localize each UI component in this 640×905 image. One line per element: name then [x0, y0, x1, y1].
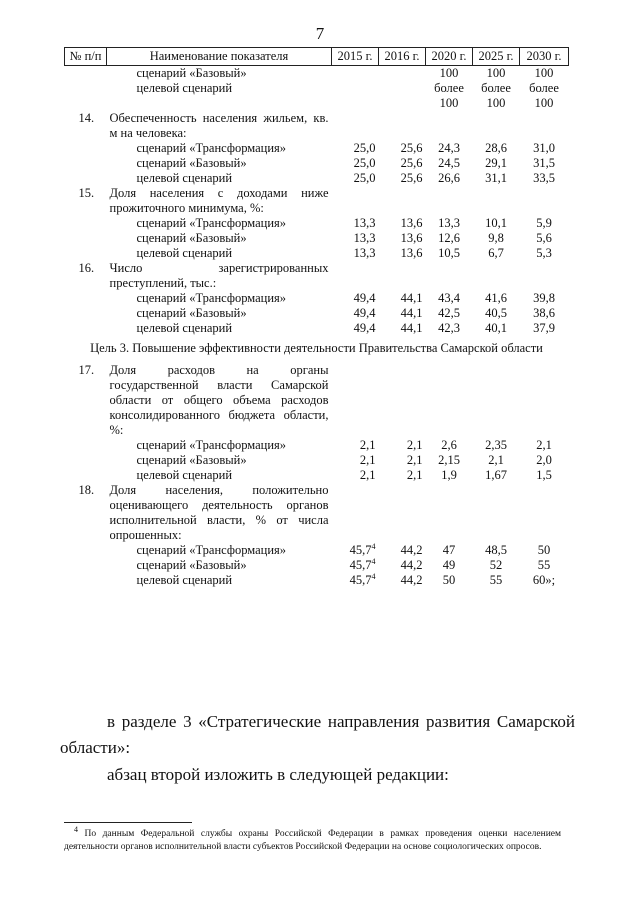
value-text: 2,6: [441, 438, 457, 452]
value-text: 42,5: [438, 306, 460, 320]
page-number: 7: [315, 24, 325, 43]
scenario-row: [65, 453, 569, 468]
value-text: 45,7: [349, 558, 372, 572]
empty-cell: [332, 261, 379, 291]
value-text: 38,6: [533, 306, 555, 320]
value-cell: [426, 246, 473, 261]
value-text: 42,3: [438, 321, 460, 335]
empty-cell: [379, 186, 426, 216]
scenario-row: [65, 156, 569, 171]
value-text: 13,3: [353, 246, 376, 260]
value-cell: [520, 216, 569, 231]
empty-cell: [520, 111, 569, 141]
value-text: 1,67: [485, 468, 507, 482]
empty-cell: [473, 111, 520, 141]
scenario-name: целевой сценарий: [136, 468, 233, 482]
scenario-name: целевой сценарий: [136, 573, 233, 587]
scenario-row: [65, 171, 569, 186]
empty-cell: [65, 321, 107, 336]
value-cell: [379, 573, 426, 588]
value-cell: [332, 306, 379, 321]
scenario-row: [65, 558, 569, 573]
footnote-ref: 4: [371, 571, 376, 581]
value-text: 2,1: [359, 438, 376, 452]
value-text: более 100: [481, 81, 511, 110]
value-cell: [473, 321, 520, 336]
value-text: 31,1: [485, 171, 507, 185]
value-cell: [426, 66, 473, 82]
indicator-number: 18.: [78, 483, 95, 497]
value-cell: [379, 306, 426, 321]
header-2016: 2016 г.: [379, 48, 426, 66]
value-text: 48,5: [485, 543, 507, 557]
indicator-row: [65, 363, 569, 438]
value-text: 26,6: [438, 171, 460, 185]
value-cell: [426, 543, 473, 558]
paragraph-section-3: в разделе 3 «Стратегические направления развития Самарской области»:: [60, 712, 575, 757]
value-cell: [473, 231, 520, 246]
indicator-row: [65, 483, 569, 543]
scenario-row: [65, 231, 569, 246]
value-cell: [332, 321, 379, 336]
value-text: 49: [442, 558, 456, 572]
value-cell: [473, 246, 520, 261]
scenario-row: [65, 291, 569, 306]
value-cell: [332, 66, 379, 82]
value-cell: [520, 141, 569, 156]
value-cell: [520, 453, 569, 468]
value-cell: [520, 246, 569, 261]
scenario-row: [65, 468, 569, 483]
value-cell: [332, 171, 379, 186]
scenario-name: сценарий «Базовый»: [136, 66, 247, 80]
value-cell: [379, 468, 426, 483]
empty-cell: [332, 363, 379, 438]
value-cell: [473, 141, 520, 156]
value-text: 49,4: [353, 306, 376, 320]
indicator-name: Доля населения с доходами ниже прожиточного минимума, %:: [109, 186, 329, 215]
value-text: 25,6: [400, 141, 423, 155]
footnote-text: По данным Федеральной службы охраны Российской Федерации в рамках проведения оценки населением деятельности органов исполнительной власти субъектов Российской Федерации на основе социологических опросов.: [64, 829, 562, 852]
empty-cell: [426, 261, 473, 291]
value-cell: [473, 216, 520, 231]
value-cell: [332, 81, 379, 111]
scenario-row: [65, 246, 569, 261]
value-text: 52: [489, 558, 503, 572]
value-cell: [332, 216, 379, 231]
value-cell: [426, 231, 473, 246]
value-text: 13,6: [400, 216, 423, 230]
value-text: 2,1: [406, 468, 423, 482]
scenario-name: сценарий «Трансформация»: [136, 543, 287, 557]
value-cell: [332, 468, 379, 483]
value-text: 100: [439, 66, 459, 80]
value-text: 5,3: [536, 246, 552, 260]
value-cell: [379, 291, 426, 306]
empty-cell: [379, 363, 426, 438]
value-text: 49,4: [353, 291, 376, 305]
goal-heading: Цель 3. Повышение эффективности деятельности Правительства Самарской области: [90, 341, 543, 355]
value-text: 2,1: [488, 453, 504, 467]
scenario-row: [65, 306, 569, 321]
value-cell: [426, 306, 473, 321]
value-text: 5,6: [536, 231, 552, 245]
value-text: 13,3: [353, 216, 376, 230]
value-text: 2,0: [536, 453, 552, 467]
value-cell: [379, 453, 426, 468]
indicator-row: [65, 186, 569, 216]
value-text: 44,1: [400, 306, 423, 320]
value-cell: [473, 171, 520, 186]
value-text: 49,4: [353, 321, 376, 335]
value-cell: [426, 141, 473, 156]
empty-cell: [65, 246, 107, 261]
scenario-name: целевой сценарий: [136, 321, 233, 335]
value-cell: [426, 171, 473, 186]
value-cell: [332, 438, 379, 453]
indicator-name: Доля расходов на органы государственной власти Самарской области от общего объема расходов консолидированного бюджета области, %:: [109, 363, 329, 437]
header-2015: 2015 г.: [332, 48, 379, 66]
header-2030: 2030 г.: [520, 48, 569, 66]
indicator-name: Число зарегистрированных преступлений, тыс.:: [109, 261, 329, 290]
scenario-row: [65, 438, 569, 453]
value-text: 40,5: [485, 306, 507, 320]
empty-cell: [332, 483, 379, 543]
value-text: 24,5: [438, 156, 460, 170]
value-cell: [332, 558, 379, 573]
indicator-name: Доля населения, положительно оценивающего деятельность органов исполнительной власти, % от числа опрошенных:: [109, 483, 329, 542]
value-text: 44,2: [400, 573, 423, 587]
value-cell: [379, 171, 426, 186]
empty-cell: [65, 216, 107, 231]
value-text: 31,0: [533, 141, 555, 155]
header-no: № п/п: [65, 48, 107, 66]
scenario-name: сценарий «Трансформация»: [136, 291, 287, 305]
value-text: 100: [486, 66, 506, 80]
value-cell: [473, 81, 520, 111]
empty-cell: [65, 573, 107, 588]
scenario-row: [65, 573, 569, 588]
value-text: 10,1: [485, 216, 507, 230]
scenario-row: [65, 66, 569, 82]
value-cell: [426, 453, 473, 468]
value-cell: [473, 438, 520, 453]
value-text: 1,5: [536, 468, 552, 482]
scenario-name: сценарий «Трансформация»: [136, 216, 287, 230]
value-text: 39,8: [533, 291, 555, 305]
value-cell: [520, 291, 569, 306]
value-cell: [332, 291, 379, 306]
value-text: 24,3: [438, 141, 460, 155]
empty-cell: [65, 468, 107, 483]
empty-cell: [520, 261, 569, 291]
value-cell: [473, 291, 520, 306]
scenario-name: сценарий «Базовый»: [136, 306, 247, 320]
empty-cell: [65, 81, 107, 111]
value-cell: [473, 573, 520, 588]
indicator-number: 17.: [78, 363, 95, 377]
value-text: 1,9: [441, 468, 457, 482]
value-cell: [473, 156, 520, 171]
empty-cell: [65, 453, 107, 468]
empty-cell: [65, 141, 107, 156]
value-cell: [520, 231, 569, 246]
value-text: 6,7: [488, 246, 504, 260]
value-cell: [379, 246, 426, 261]
empty-cell: [426, 483, 473, 543]
value-text: 50: [537, 543, 551, 557]
empty-cell: [65, 291, 107, 306]
empty-cell: [473, 186, 520, 216]
value-text: 2,1: [359, 468, 376, 482]
empty-cell: [426, 363, 473, 438]
empty-cell: [65, 171, 107, 186]
value-cell: [426, 216, 473, 231]
table-header-row: [65, 48, 569, 66]
value-text: 13,3: [353, 231, 376, 245]
value-cell: [520, 321, 569, 336]
value-cell: [520, 468, 569, 483]
paragraph-abzac: абзац второй изложить в следующей редакции:: [107, 765, 449, 784]
indicator-number: 15.: [78, 186, 95, 200]
value-text: 60»;: [532, 573, 556, 587]
value-cell: [426, 558, 473, 573]
empty-cell: [520, 483, 569, 543]
value-cell: [473, 306, 520, 321]
empty-cell: [520, 363, 569, 438]
value-cell: [426, 468, 473, 483]
indicator-number: 16.: [78, 261, 95, 275]
value-text: 45,7: [349, 573, 372, 587]
indicators-table: [64, 47, 569, 588]
value-text: более 100: [529, 81, 559, 110]
value-text: 29,1: [485, 156, 507, 170]
empty-cell: [520, 186, 569, 216]
value-text: 2,15: [438, 453, 460, 467]
value-text: 25,0: [353, 156, 376, 170]
value-text: 12,6: [438, 231, 460, 245]
value-text: 5,9: [536, 216, 552, 230]
value-cell: [426, 321, 473, 336]
indicator-row: [65, 261, 569, 291]
scenario-name: сценарий «Трансформация»: [136, 438, 287, 452]
value-text: 25,6: [400, 171, 423, 185]
value-cell: [332, 141, 379, 156]
empty-cell: [379, 483, 426, 543]
value-cell: [332, 156, 379, 171]
value-cell: [520, 438, 569, 453]
value-cell: [473, 468, 520, 483]
empty-cell: [426, 186, 473, 216]
value-cell: [520, 306, 569, 321]
value-text: 55: [537, 558, 551, 572]
scenario-name: сценарий «Базовый»: [136, 453, 247, 467]
value-text: 2,1: [359, 453, 376, 467]
value-cell: [379, 558, 426, 573]
scenario-row: [65, 141, 569, 156]
indicator-number: 14.: [78, 111, 95, 125]
indicator-name: Обеспеченность населения жильем, кв. м на человека:: [109, 111, 329, 140]
value-text: 45,7: [349, 543, 372, 557]
value-text: 44,2: [400, 543, 423, 557]
empty-cell: [65, 66, 107, 82]
value-cell: [332, 453, 379, 468]
value-text: 100: [534, 66, 554, 80]
header-2020: 2020 г.: [426, 48, 473, 66]
value-cell: [520, 81, 569, 111]
empty-cell: [473, 483, 520, 543]
value-text: 33,5: [533, 171, 555, 185]
value-cell: [332, 231, 379, 246]
empty-cell: [426, 111, 473, 141]
indicator-row: [65, 111, 569, 141]
value-cell: [520, 171, 569, 186]
value-cell: [332, 246, 379, 261]
footnote-mark: 4: [74, 824, 78, 834]
footnote-separator: [64, 822, 192, 823]
value-cell: [520, 156, 569, 171]
value-cell: [332, 543, 379, 558]
goal-row: [65, 336, 569, 363]
value-text: 13,6: [400, 231, 423, 245]
value-cell: [379, 438, 426, 453]
empty-cell: [65, 543, 107, 558]
empty-cell: [473, 261, 520, 291]
scenario-name: целевой сценарий: [136, 171, 233, 185]
value-text: 25,0: [353, 171, 376, 185]
empty-cell: [65, 438, 107, 453]
value-cell: [426, 573, 473, 588]
empty-cell: [379, 261, 426, 291]
scenario-name: сценарий «Трансформация»: [136, 141, 287, 155]
value-cell: [426, 291, 473, 306]
value-text: 31,5: [533, 156, 555, 170]
value-cell: [332, 573, 379, 588]
value-text: 44,1: [400, 291, 423, 305]
value-cell: [473, 543, 520, 558]
value-cell: [379, 156, 426, 171]
value-cell: [520, 543, 569, 558]
value-text: 2,1: [406, 438, 423, 452]
empty-cell: [65, 231, 107, 246]
value-text: 41,6: [485, 291, 507, 305]
footnote-ref: 4: [371, 556, 376, 566]
value-cell: [379, 141, 426, 156]
value-cell: [426, 81, 473, 111]
header-2025: 2025 г.: [473, 48, 520, 66]
value-text: 50: [442, 573, 456, 587]
value-cell: [520, 573, 569, 588]
empty-cell: [65, 156, 107, 171]
empty-cell: [473, 363, 520, 438]
value-text: 13,3: [438, 216, 460, 230]
scenario-name: сценарий «Базовый»: [136, 156, 247, 170]
value-text: 2,35: [485, 438, 507, 452]
value-cell: [520, 66, 569, 82]
value-cell: [520, 558, 569, 573]
scenario-name: сценарий «Базовый»: [136, 558, 247, 572]
value-text: 9,8: [488, 231, 504, 245]
footnote: [64, 824, 562, 854]
empty-cell: [332, 186, 379, 216]
value-text: 47: [442, 543, 456, 557]
empty-cell: [332, 111, 379, 141]
value-text: 25,6: [400, 156, 423, 170]
value-text: 28,6: [485, 141, 507, 155]
value-cell: [379, 81, 426, 111]
value-cell: [379, 321, 426, 336]
value-cell: [379, 66, 426, 82]
scenario-row: [65, 321, 569, 336]
value-text: 44,1: [400, 321, 423, 335]
value-text: 2,1: [536, 438, 552, 452]
table-body: [65, 66, 569, 589]
scenario-row: [65, 216, 569, 231]
value-text: 55: [489, 573, 503, 587]
value-text: 40,1: [485, 321, 507, 335]
value-cell: [426, 156, 473, 171]
value-text: 43,4: [438, 291, 460, 305]
empty-cell: [379, 111, 426, 141]
footnote-ref: 4: [371, 541, 376, 551]
scenario-row: [65, 543, 569, 558]
scenario-name: целевой сценарий: [136, 246, 233, 260]
scenario-name: сценарий «Базовый»: [136, 231, 247, 245]
value-text: 2,1: [406, 453, 423, 467]
value-cell: [473, 453, 520, 468]
value-text: 10,5: [438, 246, 460, 260]
value-cell: [379, 231, 426, 246]
header-name: Наименование показателя: [107, 48, 332, 66]
empty-cell: [65, 558, 107, 573]
value-cell: [379, 216, 426, 231]
value-cell: [426, 438, 473, 453]
value-text: 44,2: [400, 558, 423, 572]
value-cell: [473, 66, 520, 82]
empty-cell: [65, 306, 107, 321]
value-text: 25,0: [353, 141, 376, 155]
value-text: 37,9: [533, 321, 555, 335]
scenario-row: [65, 81, 569, 111]
value-text: более 100: [434, 81, 464, 110]
scenario-name: целевой сценарий: [136, 81, 233, 95]
value-cell: [473, 558, 520, 573]
value-cell: [379, 543, 426, 558]
value-text: 13,6: [400, 246, 423, 260]
